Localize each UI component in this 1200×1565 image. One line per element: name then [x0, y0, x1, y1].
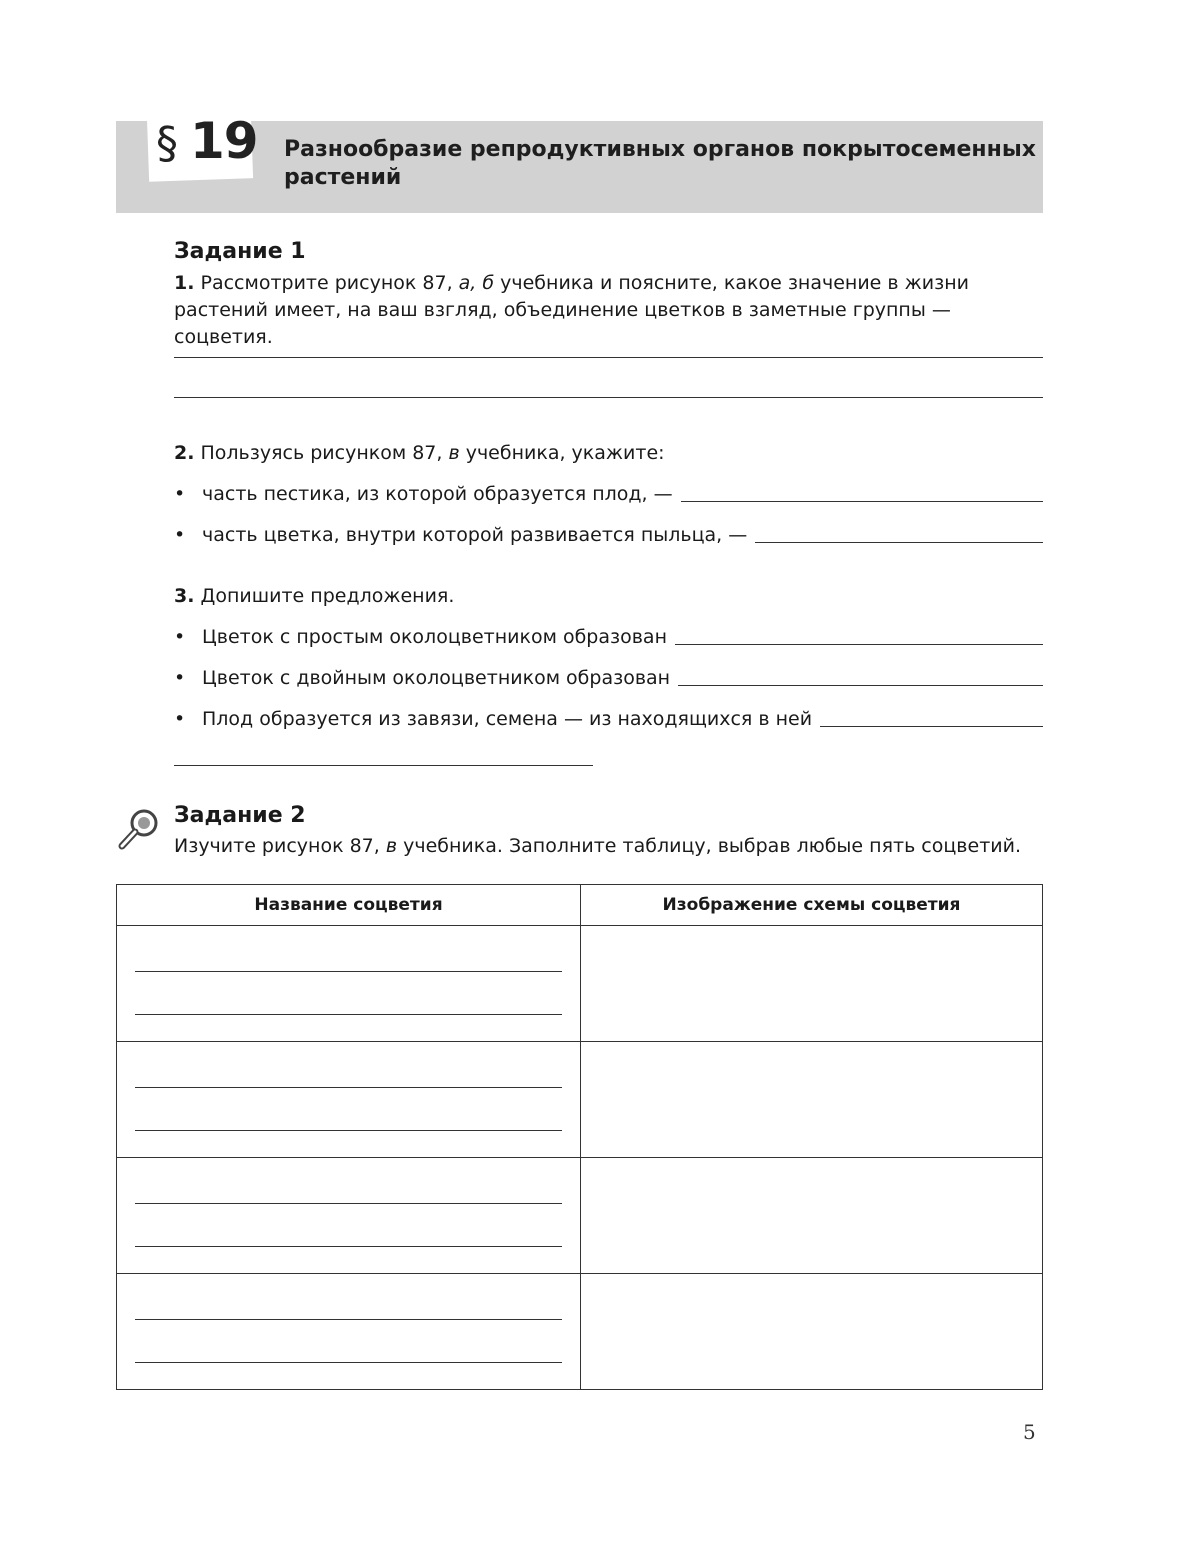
bullet-icon: • — [174, 524, 186, 546]
bullet-icon: • — [174, 483, 186, 505]
q2-text-b: учебника, укажите: — [459, 442, 665, 464]
page-number: 5 — [1023, 1420, 1036, 1444]
scheme-cell[interactable] — [581, 1274, 1043, 1390]
task2-text-b: учебника. Заполните таблицу, выбрав любые пять соцветий. — [397, 835, 1022, 857]
q1-italic: а, б — [458, 272, 495, 294]
answer-line[interactable] — [678, 685, 1043, 686]
task2-text — [174, 833, 1043, 860]
q1-number: 1. — [174, 272, 195, 294]
answer-line-continuation[interactable] — [174, 765, 593, 766]
name-cell[interactable] — [117, 1042, 581, 1158]
list-item — [174, 624, 1043, 651]
list-item — [174, 706, 1043, 733]
table-row — [117, 1274, 1043, 1390]
name-cell[interactable] — [117, 1274, 581, 1390]
column-header-name: Название соцветия — [117, 885, 581, 926]
answer-line-2[interactable] — [174, 397, 1043, 398]
bullet-icon: • — [174, 626, 186, 648]
answer-line[interactable] — [135, 1319, 562, 1320]
bullet-icon: • — [174, 667, 186, 689]
q2-number: 2. — [174, 442, 195, 464]
answer-line[interactable] — [135, 1362, 562, 1363]
section-sign: § — [156, 118, 178, 169]
task1-q2 — [174, 440, 1043, 467]
answer-line[interactable] — [135, 1014, 562, 1015]
table-row — [117, 1158, 1043, 1274]
q3-number: 3. — [174, 585, 195, 607]
answer-line[interactable] — [135, 1130, 562, 1131]
table-row — [117, 926, 1043, 1042]
answer-line[interactable] — [135, 1246, 562, 1247]
q2-italic: в — [448, 442, 460, 464]
task2-heading: Задание 2 — [174, 803, 306, 828]
q1-text-b: учебника и поясните, какое значение в жизни растений имеет, на ваш взгляд, объединение цветков в заметные группы — соцветия. — [174, 272, 969, 348]
bullet-text: часть цветка, внутри которой развивается пыльца, — — [202, 524, 748, 546]
answer-line[interactable] — [135, 971, 562, 972]
column-header-scheme: Изображение схемы соцветия — [581, 885, 1043, 926]
task2-text-a: Изучите рисунок 87, — [174, 835, 386, 857]
inflorescence-table — [116, 884, 1043, 1390]
scheme-cell[interactable] — [581, 926, 1043, 1042]
q1-text-a: Рассмотрите рисунок 87, — [200, 272, 459, 294]
task2-italic: в — [385, 835, 398, 857]
name-cell[interactable] — [117, 926, 581, 1042]
answer-line[interactable] — [820, 726, 1043, 727]
list-item — [174, 665, 1043, 692]
q2-text-a: Пользуясь рисунком 87, — [200, 442, 449, 464]
q3-text: Допишите предложения. — [200, 585, 455, 607]
task1-heading: Задание 1 — [174, 239, 306, 264]
scheme-cell[interactable] — [581, 1158, 1043, 1274]
list-item — [174, 522, 1043, 549]
table-header-row — [117, 885, 1043, 926]
answer-line-1[interactable] — [174, 357, 1043, 358]
name-cell[interactable] — [117, 1158, 581, 1274]
bullet-icon: • — [174, 708, 186, 730]
section-number: 19 — [190, 112, 258, 170]
bullet-text: Цветок с простым околоцветником образован — [202, 626, 667, 648]
answer-line[interactable] — [135, 1203, 562, 1204]
bullet-text: Цветок с двойным околоцветником образован — [202, 667, 671, 689]
answer-line[interactable] — [675, 644, 1043, 645]
answer-line[interactable] — [135, 1087, 562, 1088]
magnifier-icon — [116, 806, 162, 852]
scheme-cell[interactable] — [581, 1042, 1043, 1158]
answer-line[interactable] — [681, 501, 1043, 502]
answer-line[interactable] — [755, 542, 1043, 543]
task1-q1 — [174, 270, 1046, 351]
list-item — [174, 481, 1043, 508]
task1-q3 — [174, 583, 1043, 610]
table-row — [117, 1042, 1043, 1158]
bullet-text: часть пестика, из которой образуется плод, — — [202, 483, 673, 505]
page-title: Разнообразие репродуктивных органов покрытосеменных растений — [284, 137, 1036, 190]
bullet-text: Плод образуется из завязи, семена — из находящихся в ней — [202, 708, 813, 730]
